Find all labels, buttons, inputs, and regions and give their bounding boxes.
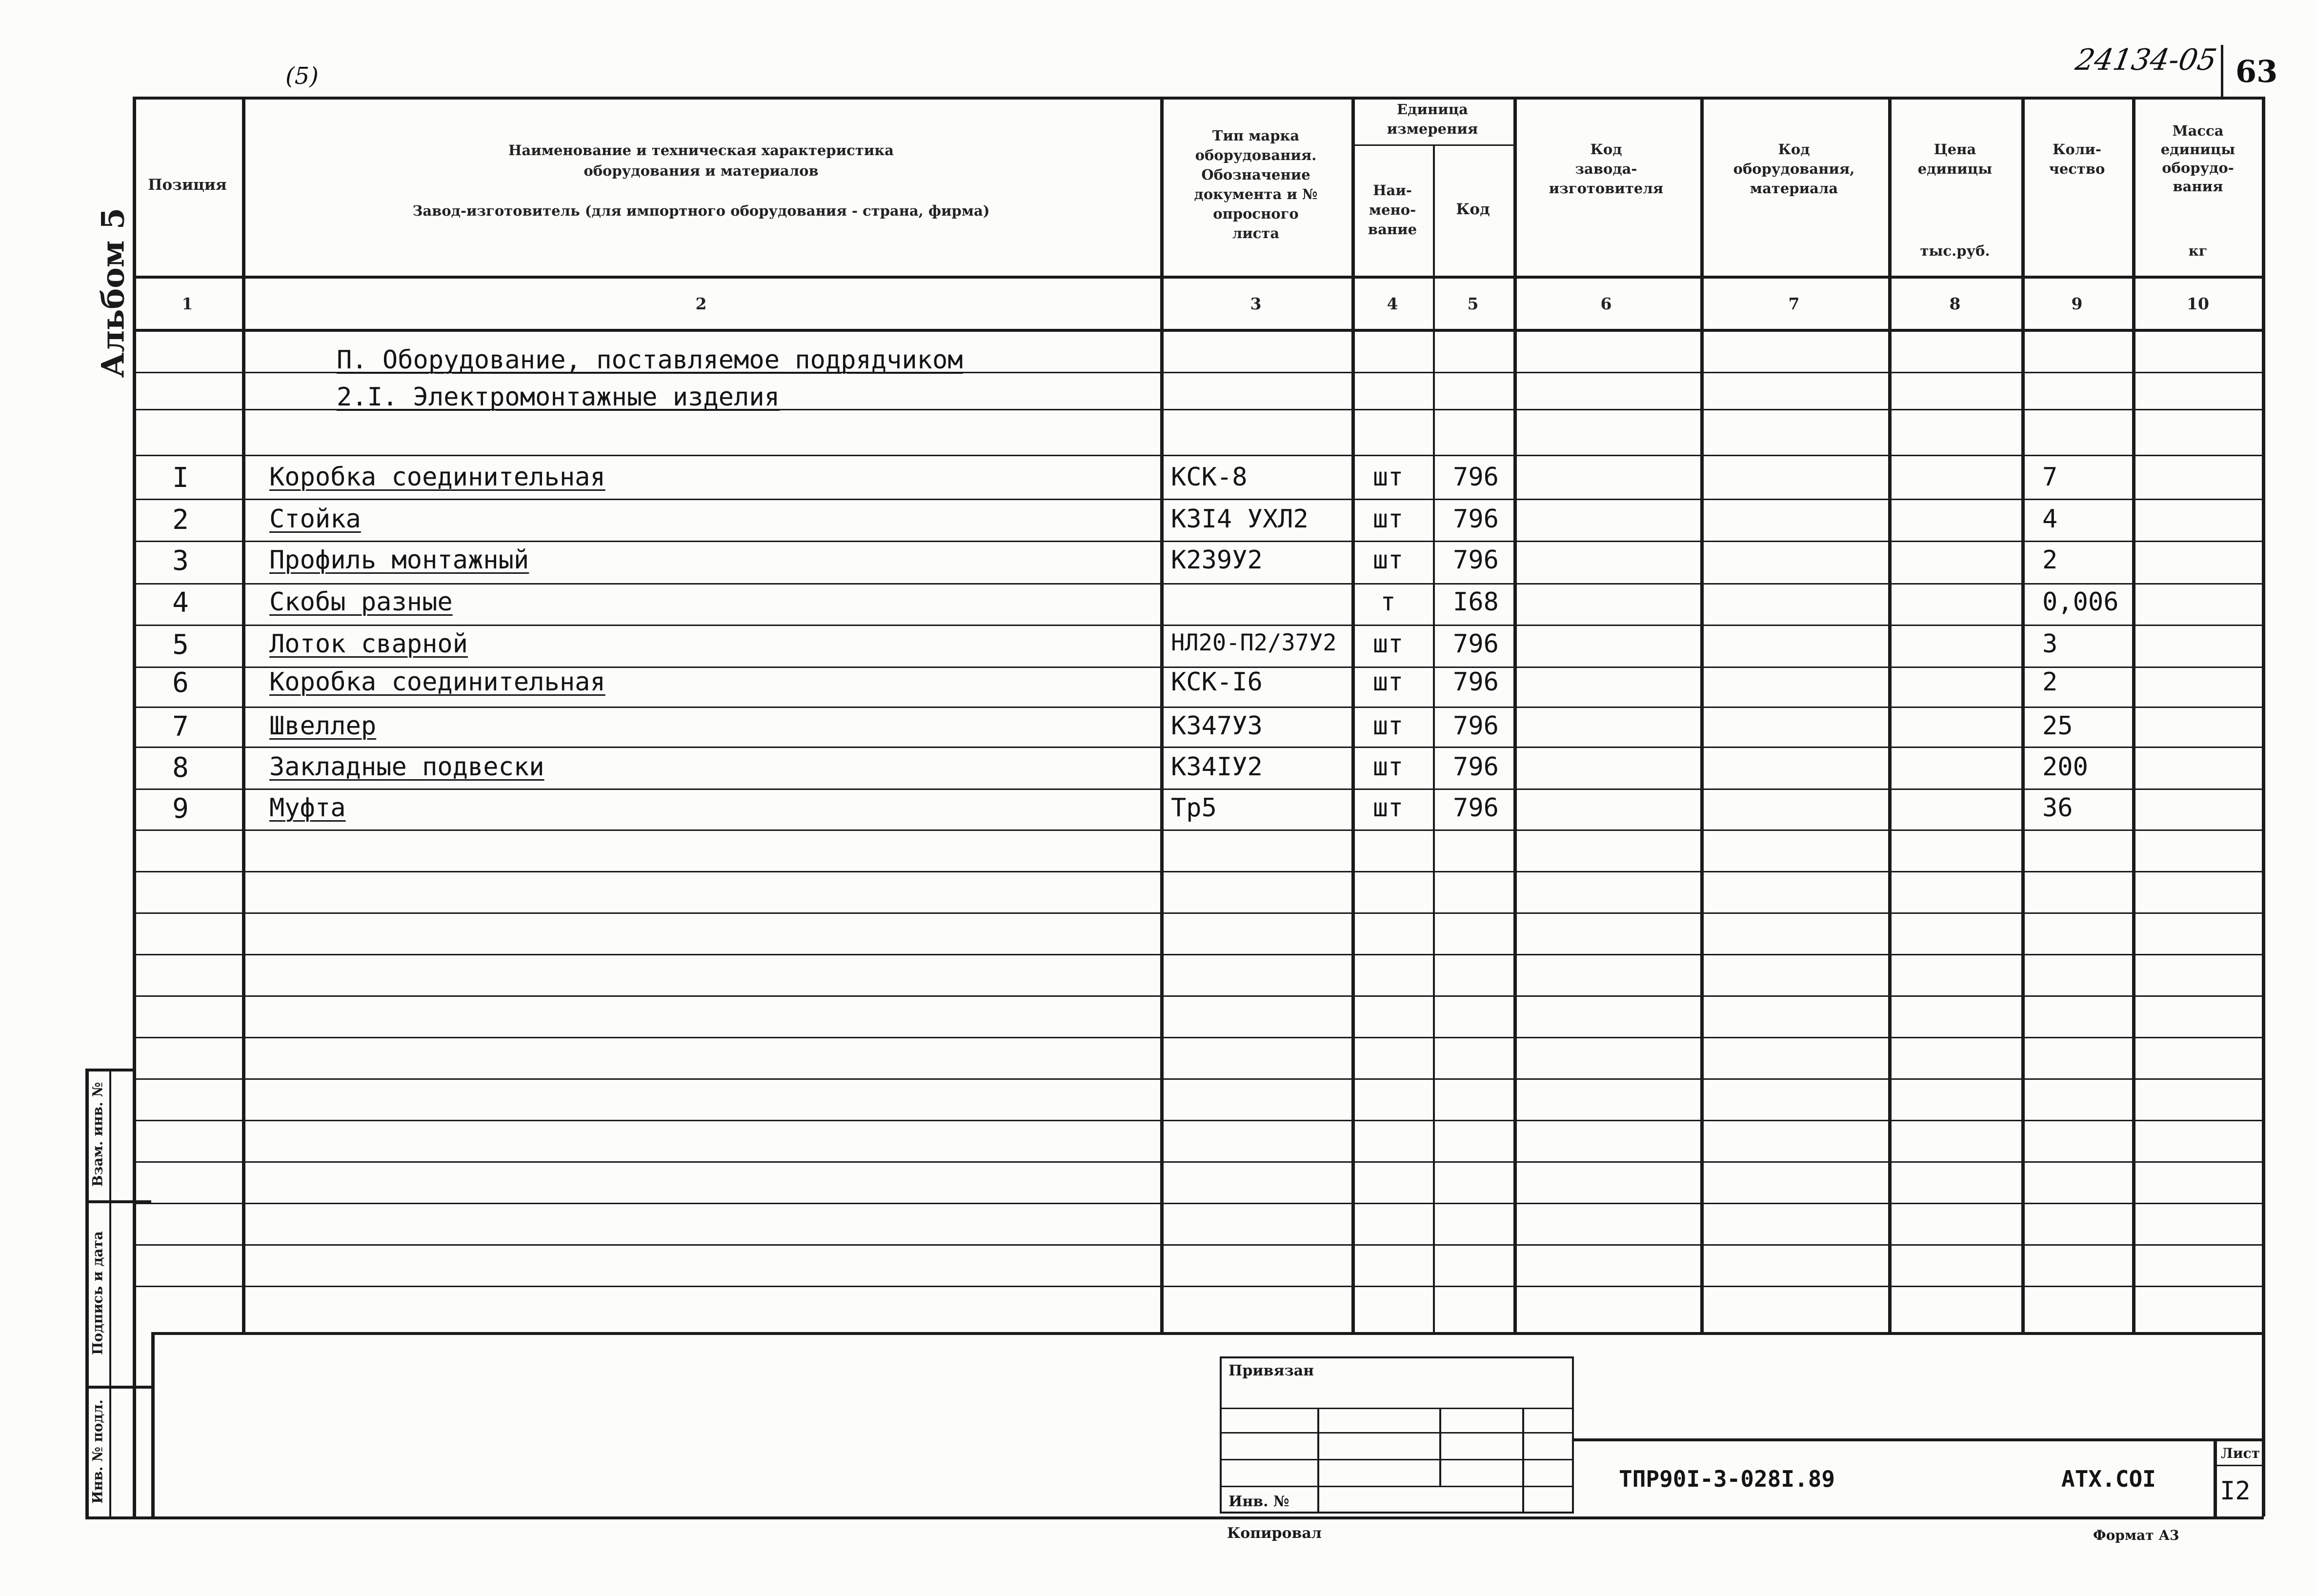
row-name: Профиль монтажный — [269, 545, 529, 575]
row-position: 3 — [172, 545, 189, 577]
row-quantity: 3 — [2042, 629, 2058, 659]
col-header-material-code-line-2: оборудования, — [1733, 161, 1855, 177]
col-line-9 — [2132, 97, 2135, 1332]
row-type-mark: НЛ20-П2/37У2 — [1171, 629, 1337, 656]
col-header-mass-line-2: единицы — [2160, 141, 2235, 158]
inv-no-label: Инв. № — [1228, 1493, 1289, 1510]
table-rule — [133, 1161, 2264, 1163]
col-header-material-code-line-1: Код — [1778, 141, 1810, 158]
table-rule — [133, 747, 2264, 748]
frame-right — [2262, 97, 2265, 1516]
table-rule — [133, 829, 2264, 831]
stamp-signature-date: Подпись и дата — [89, 1231, 106, 1355]
col-line-4 — [1433, 144, 1435, 1332]
row-unit-name: шт — [1372, 752, 1404, 782]
privyazan-col-1 — [1317, 1408, 1319, 1514]
privyazan-line-3 — [1220, 1459, 1574, 1460]
column-number-4: 4 — [1387, 294, 1398, 313]
row-unit-code: 796 — [1453, 752, 1499, 782]
col-header-type-line-3: Обозначение — [1201, 166, 1310, 183]
colnum-bottom-line — [133, 329, 2264, 332]
row-type-mark: КСК-I6 — [1171, 667, 1263, 697]
row-quantity: 200 — [2042, 752, 2088, 782]
col-header-manufacturer-code-line-2: завода- — [1575, 161, 1637, 177]
sheet-box-divider — [2214, 1465, 2264, 1466]
row-quantity: 7 — [2042, 463, 2058, 492]
col-header-mass-line-1: Масса — [2172, 122, 2224, 139]
row-position: 9 — [172, 793, 189, 825]
col-header-manufacturer-code-line-1: Код — [1590, 141, 1622, 158]
row-position: 6 — [172, 667, 189, 699]
privyazan-box — [1220, 1356, 1574, 1514]
frame-top — [133, 97, 2264, 100]
page-number: 63 — [2235, 54, 2278, 89]
column-number-10: 10 — [2187, 294, 2209, 313]
table-rule — [133, 1037, 2264, 1038]
stamp-vz-inv: Взам. инв. № — [89, 1082, 106, 1187]
col-header-unit-name-line-3: вание — [1368, 221, 1417, 238]
row-unit-code: 796 — [1453, 505, 1499, 534]
row-unit-name: т — [1380, 587, 1396, 617]
column-number-1: 1 — [181, 294, 193, 313]
row-name: Закладные подвески — [269, 752, 544, 782]
row-unit-code: 796 — [1453, 545, 1499, 575]
row-unit-name: шт — [1372, 545, 1404, 575]
row-unit-name: шт — [1372, 505, 1404, 534]
row-unit-code: 796 — [1453, 667, 1499, 697]
table-rule — [133, 707, 2264, 708]
frame-left — [133, 97, 136, 1517]
document-code: ТПР90I-3-028I.89 — [1619, 1466, 1835, 1492]
row-unit-name: шт — [1372, 667, 1404, 697]
table-rule — [133, 1244, 2264, 1246]
row-name: Швеллер — [269, 711, 377, 741]
col-header-mass-unit: кг — [2188, 242, 2208, 259]
sheet-marker: (5) — [285, 62, 319, 90]
col-line-5 — [1513, 97, 1517, 1332]
table-rule — [133, 455, 2264, 456]
table-rule — [133, 871, 2264, 872]
row-name: Скобы разные — [269, 587, 453, 617]
col-header-mass-line-4: вания — [2173, 178, 2223, 195]
col-header-unit-group-line-2: измерения — [1387, 121, 1478, 137]
row-unit-name: шт — [1372, 711, 1404, 741]
col-line-1 — [242, 97, 245, 1332]
privyazan-col-3 — [1522, 1408, 1524, 1514]
stamp-inv-podl: Инв. № подл. — [89, 1399, 106, 1504]
col-header-unit-group-line-1: Единица — [1397, 101, 1468, 118]
column-number-3: 3 — [1250, 294, 1262, 313]
sheet-number: I2 — [2220, 1476, 2251, 1506]
page-number-divider — [2221, 45, 2223, 99]
row-unit-code: I68 — [1453, 587, 1499, 617]
body-inner-left — [151, 1332, 155, 1516]
table-rule — [133, 1286, 2264, 1287]
col-header-mass-line-3: оборудо- — [2162, 160, 2234, 176]
table-rule — [133, 954, 2264, 955]
row-type-mark: Тр5 — [1171, 793, 1217, 823]
row-type-mark: КСК-8 — [1171, 463, 1248, 492]
col-header-type-line-2: оборудования. — [1195, 147, 1317, 163]
table-rule — [133, 499, 2264, 500]
col-header-price-line-2: единицы — [1917, 161, 1993, 177]
stamp-inner-line — [109, 1069, 111, 1516]
col-header-manufacturer-code-line-3: изготовителя — [1549, 180, 1664, 197]
stamp-divider-2 — [85, 1386, 151, 1389]
row-unit-code: 796 — [1453, 711, 1499, 741]
sheet-code: АТХ.COI — [2061, 1466, 2156, 1492]
column-number-6: 6 — [1600, 294, 1612, 313]
col-line-8 — [2021, 97, 2025, 1332]
sheet-box-left — [2214, 1438, 2217, 1516]
table-rule — [133, 912, 2264, 914]
row-quantity: 2 — [2042, 545, 2058, 575]
col-header-type-line-1: Тип марка — [1212, 127, 1300, 144]
table-rule — [133, 1078, 2264, 1080]
header-bottom-line — [133, 276, 2264, 279]
col-header-unit-code: Код — [1456, 201, 1490, 218]
row-unit-code: 796 — [1453, 793, 1499, 823]
privyazan-line-2 — [1220, 1432, 1574, 1434]
row-name: Коробка соединительная — [269, 463, 605, 492]
row-position: I — [172, 462, 189, 494]
col-line-7 — [1888, 97, 1892, 1332]
col-header-manufacturer: Завод-изготовитель (для импортного оборудования - страна, фирма) — [412, 202, 990, 219]
section-subheading: 2.I. Электромонтажные изделия — [337, 383, 780, 412]
col-header-unit-name-line-2: мено- — [1369, 202, 1416, 218]
paper-format: Формат А3 — [2093, 1527, 2179, 1543]
row-type-mark: К239У2 — [1171, 545, 1263, 575]
unit-group-line — [1351, 144, 1513, 146]
frame-bottom — [85, 1516, 2264, 1519]
column-number-8: 8 — [1949, 294, 1961, 313]
table-rule — [133, 625, 2264, 626]
stamp-outer-left — [85, 1069, 89, 1516]
column-number-5: 5 — [1467, 294, 1479, 313]
col-header-name-line2: оборудования и материалов — [584, 162, 819, 179]
col-header-quantity-line-1: Коли- — [2053, 141, 2101, 158]
table-rule — [133, 541, 2264, 542]
row-unit-name: шт — [1372, 463, 1404, 492]
col-header-material-code-line-3: материала — [1750, 180, 1838, 197]
col-header-name-line1: Наименование и техническая характеристика — [508, 142, 894, 159]
row-name: Коробка соединительная — [269, 667, 605, 697]
privyazan-line-4 — [1220, 1486, 1574, 1487]
row-name: Муфта — [269, 793, 346, 823]
sheet-label: Лист — [2221, 1445, 2260, 1461]
section-heading: П. Оборудование, поставляемое подрядчиком — [337, 345, 963, 375]
album-label: Альбом 5 — [95, 207, 132, 378]
table-rule — [133, 995, 2264, 997]
row-unit-name: шт — [1372, 629, 1404, 659]
table-rule — [133, 1203, 2264, 1204]
col-header-type-line-6: листа — [1232, 225, 1280, 242]
row-quantity: 36 — [2042, 793, 2073, 823]
col-header-type-line-5: опросного — [1213, 205, 1299, 222]
table-rule — [133, 788, 2264, 790]
row-position: 8 — [172, 752, 189, 784]
privyazan-line-1 — [1220, 1408, 1574, 1409]
privyazan-col-2 — [1439, 1408, 1441, 1486]
column-number-7: 7 — [1788, 294, 1800, 313]
row-quantity: 25 — [2042, 711, 2073, 741]
row-quantity: 2 — [2042, 667, 2058, 697]
col-header-price-unit: тыс.руб. — [1920, 242, 1990, 259]
row-type-mark: К3I4 УХЛ2 — [1171, 505, 1309, 534]
title-block-top — [151, 1332, 2264, 1335]
row-unit-code: 796 — [1453, 463, 1499, 492]
handwritten-code: 24134-05 — [2073, 43, 2219, 77]
table-rule — [133, 583, 2264, 585]
column-number-2: 2 — [695, 294, 707, 313]
row-quantity: 0,006 — [2042, 587, 2119, 617]
row-name: Стойка — [269, 505, 361, 534]
stamp-divider-1 — [85, 1200, 151, 1203]
row-type-mark: К34IУ2 — [1171, 752, 1263, 782]
col-header-position: Позиция — [148, 176, 227, 194]
row-name: Лоток сварной — [269, 629, 468, 659]
copied-by: Копировал — [1227, 1525, 1322, 1542]
col-line-3 — [1351, 97, 1355, 1332]
col-header-type-line-4: документа и № — [1194, 186, 1318, 202]
row-position: 4 — [172, 587, 189, 619]
row-unit-code: 796 — [1453, 629, 1499, 659]
col-header-price-line-1: Цена — [1933, 141, 1976, 158]
row-position: 5 — [172, 629, 189, 661]
row-type-mark: К347У3 — [1171, 711, 1263, 741]
row-position: 7 — [172, 711, 189, 743]
col-header-quantity-line-2: чество — [2049, 161, 2105, 177]
col-header-unit-name-line-1: Наи- — [1373, 182, 1412, 199]
row-quantity: 4 — [2042, 505, 2058, 534]
table-rule — [133, 1120, 2264, 1121]
privyazan-label: Привязан — [1228, 1362, 1314, 1379]
doc-code-top-line — [1574, 1438, 2264, 1441]
column-number-9: 9 — [2071, 294, 2083, 313]
col-line-6 — [1700, 97, 1704, 1332]
col-line-2 — [1160, 97, 1164, 1332]
row-unit-name: шт — [1372, 793, 1404, 823]
row-position: 2 — [172, 504, 189, 536]
